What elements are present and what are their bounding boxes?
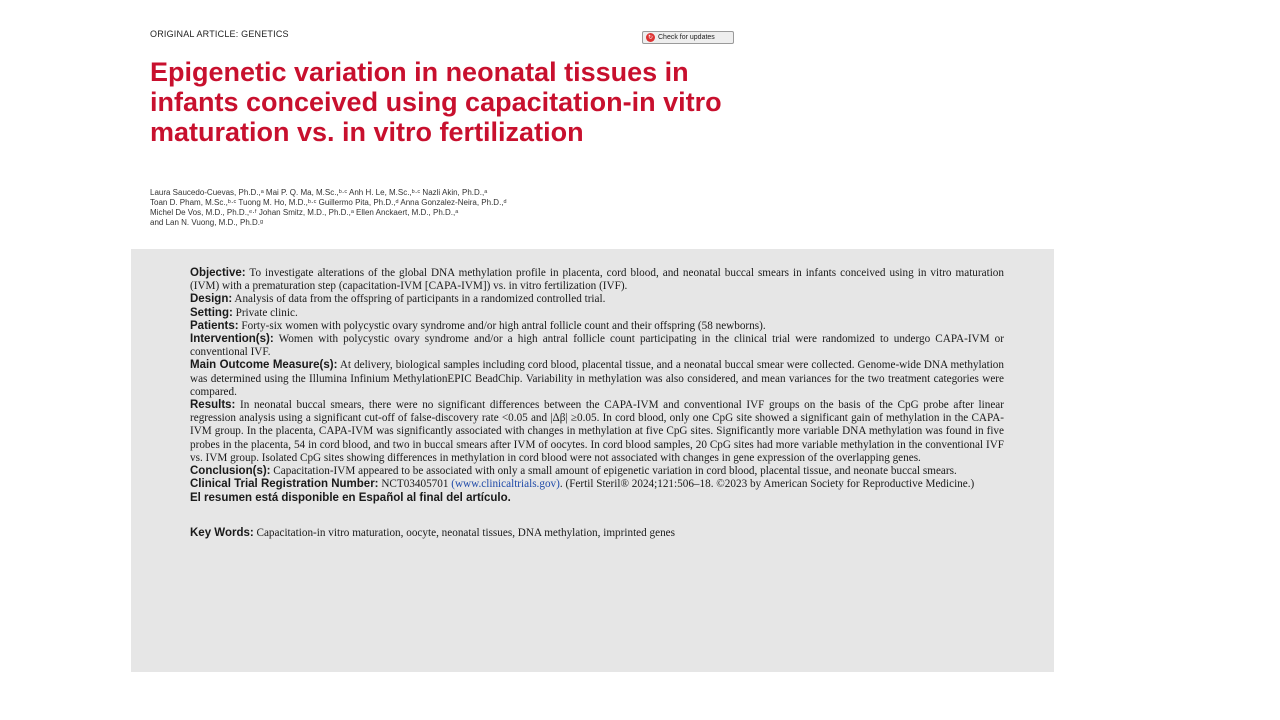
intervention-label: Intervention(s): [190, 333, 274, 346]
abstract-outcome [190, 359, 1004, 399]
spanish-note: El resumen está disponible en Español al final del artículo. [190, 492, 511, 505]
keywords-text: Capacitation-in vitro maturation, oocyte, neonatal tissues, DNA methylation, imprinted genes [256, 526, 676, 539]
author-line: and Lan N. Vuong, M.D., Ph.D.ᵍ [150, 218, 263, 227]
abstract-patients [190, 320, 1004, 333]
abstract-keywords [190, 527, 1004, 540]
objective-text: To investigate alterations of the global DNA methylation profile in placenta, cord blood, and neonatal buccal smears in infants conceived using in vitro maturation (IVM) with a prematuration step (capacitation-IVM [CAPA-IVM]) vs. in vitro fertilization (IVF). [190, 267, 1004, 293]
registration-label: Clinical Trial Registration Number: [190, 478, 379, 491]
author-line: Toan D. Pham, M.Sc.,ᵇ·ᶜ Tuong M. Ho, M.D.,ᵇ·ᶜ Guillermo Pita, Ph.D.,ᵈ Anna Gonzalez-Neira, Ph.D.,ᵈ [150, 198, 507, 207]
abstract-objective [190, 267, 1004, 293]
abstract-conclusion [190, 465, 1004, 478]
abstract-intervention [190, 333, 1004, 359]
abstract-design [190, 293, 1004, 306]
outcome-label: Main Outcome Measure(s): [190, 359, 338, 372]
refresh-icon: ↻ [647, 35, 654, 41]
results-label: Results: [190, 399, 236, 412]
check-for-updates-label: Check for updates [658, 34, 715, 41]
abstract-setting [190, 307, 1004, 320]
patients-text: Forty-six women with polycystic ovary syndrome and/or high antral follicle count and their offspring (58 newborns). [241, 319, 766, 332]
registration-citation: . (Fertil Steril® 2024;121:506–18. ©2023 by American Society for Reproductive Medicine.) [559, 478, 975, 491]
results-text: In neonatal buccal smears, there were no significant differences between the CAPA-IVM and conventional IVF groups on the basis of the CpG probe after linear regression analysis using a significant cut-off of false-discovery rate <0.05 and |Δβ| ≥0.05. In cord blood, only one CpG site showed a significant gain of methylation in the CAPA-IVM group. In the placenta, CAPA-IVM was significantly associated with changes in methylation at five CpG sites. Significantly more variable DNA methylation was found in five probes in the placenta, 54 in cord blood, and two in buccal smears after IVM of oocytes. In cord blood samples, 20 CpG sites had more variable methylation in the conventional IVF vs. IVM group. Isolated CpG sites showing differences in methylation in cord blood were not associated with changes in gene expression of the overlapping genes. [190, 399, 1004, 464]
keywords-label: Key Words: [190, 526, 254, 539]
abstract-results [190, 399, 1004, 465]
setting-text: Private clinic. [235, 306, 298, 319]
abstract [190, 267, 1004, 540]
conclusion-text: Capacitation-IVM appeared to be associated with only a small amount of epigenetic variation in cord blood, placental tissue, and neonate buccal smears. [273, 465, 957, 478]
conclusion-label: Conclusion(s): [190, 465, 271, 478]
author-line: Laura Saucedo-Cuevas, Ph.D.,ᵃ Mai P. Q. Ma, M.Sc.,ᵇ·ᶜ Anh H. Le, M.Sc.,ᵇ·ᶜ Nazli Akin, Ph.D.,ᵃ [150, 188, 488, 197]
author-line: Michel De Vos, M.D., Ph.D.,ᵉ·ᶠ Johan Smitz, M.D., Ph.D.,ᵃ Ellen Anckaert, M.D., Ph.D.,ᵃ [150, 208, 459, 217]
objective-label: Objective: [190, 267, 246, 279]
patients-label: Patients: [190, 319, 239, 332]
abstract-registration [190, 478, 1004, 491]
article-title: Epigenetic variation in neonatal tissues in infants conceived using capacitation-in vitro maturation vs. in vitro fertilization [150, 57, 722, 147]
author-list [150, 188, 670, 228]
clinicaltrials-link[interactable]: (www.clinicaltrials.gov) [451, 478, 560, 491]
check-for-updates-button[interactable] [642, 31, 734, 44]
outcome-text: At delivery, biological samples including cord blood, placental tissue, and a neonatal buccal smear were collected. Genome-wide DNA methylation was determined using the Illumina Infinium MethylationEPIC BeadChip. Variability in methylation was also considered, and mean variances for the two treatment categories were compared. [190, 359, 1004, 398]
design-text: Analysis of data from the offspring of participants in a randomized controlled trial. [234, 293, 606, 306]
design-label: Design: [190, 293, 233, 306]
setting-label: Setting: [190, 306, 233, 319]
intervention-text: Women with polycystic ovary syndrome and/or a high antral follicle count participating in the clinical trial were randomized to undergo CAPA-IVM or conventional IVF. [190, 333, 1004, 359]
section-label: ORIGINAL ARTICLE: GENETICS [150, 29, 289, 39]
registration-id: NCT03405701 [381, 478, 449, 491]
